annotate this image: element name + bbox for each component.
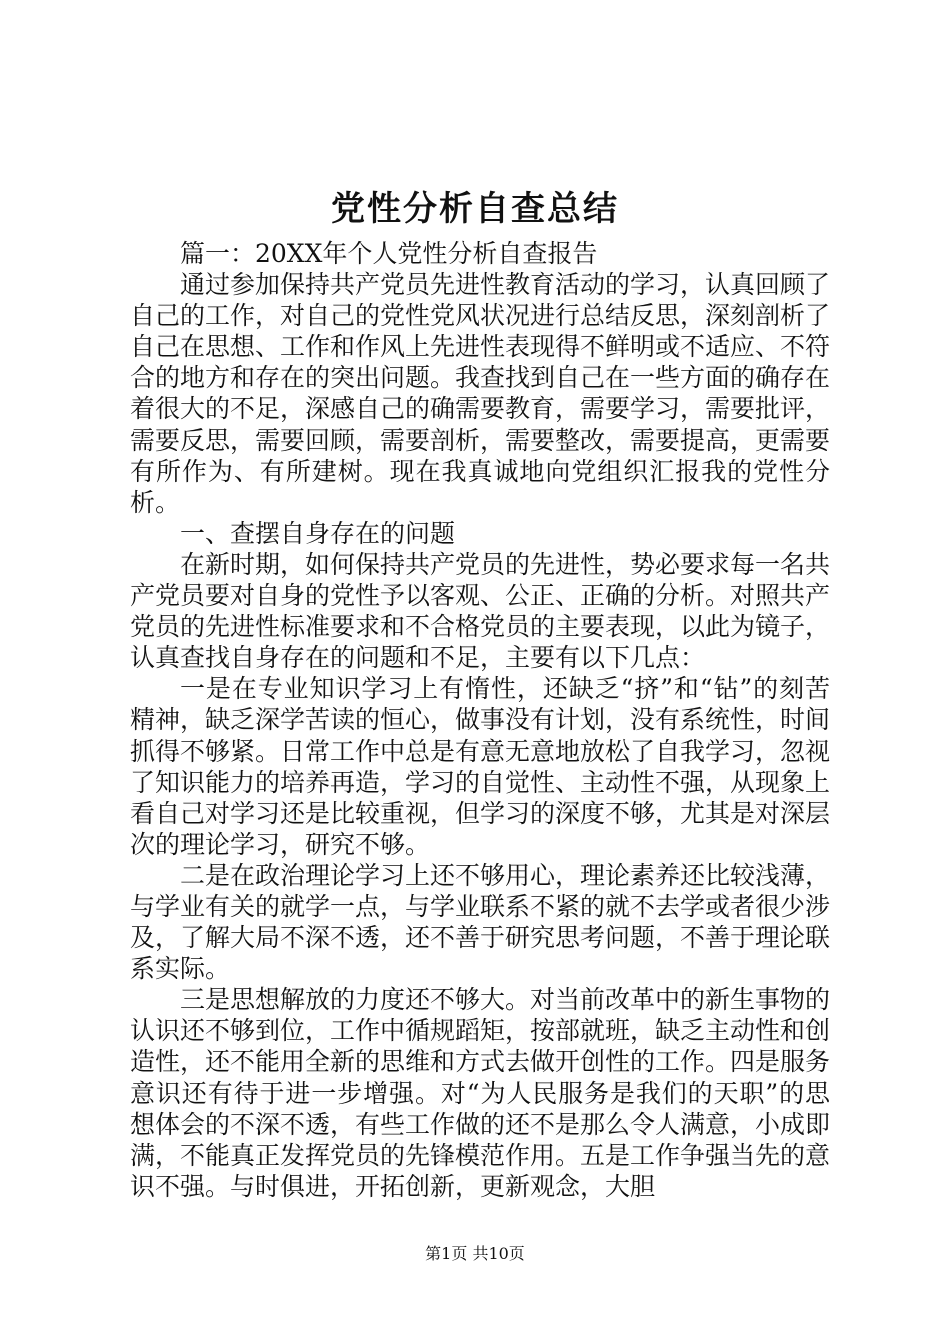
paragraph-point-one: 一是在专业知识学习上有惰性，还缺乏“挤”和“钻”的刻苦精神，缺乏深学苦读的恒心，做事没有计划，没有系统性，时间抓得不够紧。日常工作中总是有意无意地放松了自我学习，忽视了知识能力的培养再造，学习的自觉性、主动性不强，从现象上看自己对学习还是比较重视，但学习的深度不够，尤其是对深层次的理论学习，研究不够。 bbox=[130, 674, 831, 859]
paragraph-introduction: 通过参加保持共产党员先进性教育活动的学习，认真回顾了自己的工作，对自己的党性党风状况进行总结反思，深刻剖析了自己在思想、工作和作风上先进性表现得不鲜明或不适应、不符合的地方和存在的突出问题。我查找到自己在一些方面的确存在着很大的不足，深感自己的确需要教育，需要学习，需要批评，需要反思，需要回顾，需要剖析，需要整改，需要提高，更需要有所作为、有所建树。现在我真诚地向党组织汇报我的党性分析。 bbox=[130, 270, 831, 517]
section-heading-problems: 一、查摆自身存在的问题 bbox=[180, 518, 456, 548]
paragraph-point-three: 三是思想解放的力度还不够大。对当前改革中的新生事物的认识还不够到位，工作中循规蹈矩，按部就班，缺乏主动性和创造性，还不能用全新的思维和方式去做开创性的工作。四是服务意识还有待于进一步增强。对“为人民服务是我们的天职”的思想体会的不深不透，有些工作做的还不是那么令人满意，小成即满，不能真正发挥党员的先锋模范作用。五是工作争强当先的意识不强。与时俱进，开拓创新，更新观念，大胆 bbox=[130, 985, 831, 1201]
section-heading-part-one: 篇一：20XX年个人党性分析自查报告 bbox=[180, 239, 598, 268]
document-body bbox=[130, 238, 830, 1202]
page-footer: 第1页 共10页 bbox=[425, 1244, 525, 1263]
document-title: 党性分析自查总结 bbox=[331, 189, 619, 229]
paragraph-problems-intro: 在新时期，如何保持共产党员的先进性，势必要求每一名共产党员要对自身的党性予以客观、公正、正确的分析。对照共产党员的先进性标准要求和不合格党员的主要表现，以此为镜子，认真查找自身存在的问题和不足，主要有以下几点： bbox=[130, 549, 831, 673]
paragraph-point-two: 二是在政治理论学习上还不够用心，理论素养还比较浅薄，与学业有关的就学一点，与学业联系不紧的就不去学或者很少涉及，了解大局不深不透，还不善于研究思考问题，不善于理论联系实际。 bbox=[130, 860, 831, 984]
